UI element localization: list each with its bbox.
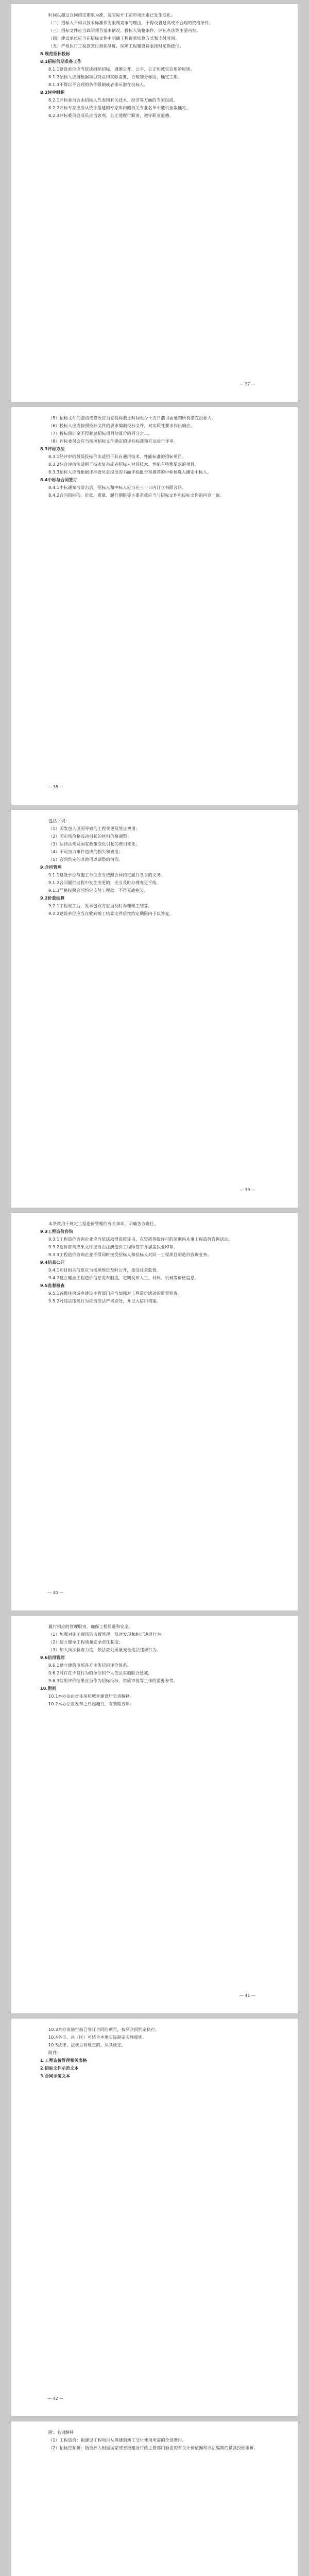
- paragraph: 8.1.1建设单位应当依法组织招标，遵循公开、公平、公正和诚实信用的原则。: [48, 67, 195, 72]
- paragraph: 9.3工程造价咨询: [40, 1229, 73, 1234]
- paragraph: 8.1.3不得以不合理的条件限制或者排斥潜在投标人。: [48, 82, 148, 87]
- page-number: — 42 —: [47, 2396, 64, 2401]
- paragraph: 10.2本办法自发布之日起施行，有效期五年。: [48, 1702, 134, 1706]
- paragraph: 8.规范招标投标: [40, 52, 71, 56]
- page-body: [40, 1623, 272, 1708]
- paragraph: 8.3.2综合评估法适用于技术复杂或者招标人对其技术、性能有特殊要求的项目。: [48, 462, 199, 467]
- page-body: [40, 2026, 272, 2080]
- paragraph: （8）评标委员会应当按照招标文件确定的评标标准和方法进行评审。: [48, 439, 178, 444]
- paragraph: 9.4信息公开: [40, 1260, 65, 1265]
- paragraph: 9.3.3工程造价咨询企业不得同时接受招标人和投标人对同一工程项目的造价咨询业务。: [48, 1252, 212, 1257]
- paragraph: 包括下列：: [48, 819, 70, 823]
- paragraph: 8.1.2招标人应当根据项目特点和实际需要，合理划分标段，确定工期。: [48, 75, 182, 79]
- paragraph: （2）因市场价格波动引起的材料价格调整；: [48, 834, 132, 839]
- paragraph: 履行相应的管理职责，确保工程质量和安全。: [48, 1624, 133, 1629]
- page-body: [40, 2429, 272, 2452]
- paragraph: 8.2.2评标专家应当从依法组建的专家库内的相关专业名单中随机抽取确定。: [48, 106, 191, 110]
- paragraph: （5）招标文件的澄清或修改应当在投标截止时间至少十五日前书面通知所有潜在投标人。: [48, 416, 216, 420]
- paragraph: 9.2.1工程竣工后，发承包双方应当及时办理竣工结算。: [48, 904, 152, 908]
- paragraph: 9.6.2对存在不良行为的单位和个人依法实施联合惩戒。: [48, 1671, 152, 1675]
- paragraph: （五）严格执行工程款支付担保制度，保障工程建设资金按时足额拨付。: [48, 44, 184, 48]
- paragraph: 附件：: [48, 2050, 61, 2055]
- paragraph: 8.3评标方法: [40, 447, 65, 451]
- paragraph: 9.3.2造价咨询成果文件应当由注册造价工程师签字并加盖执业印章。: [48, 1245, 178, 1249]
- paragraph: 10.4各市、县（区）可结合本地实际制定实施细则。: [48, 2035, 147, 2040]
- page-number: — 39 —: [239, 1188, 255, 1192]
- paragraph: （四）建设单位应当在招标文件中明确工程价款结算方式和支付时间。: [48, 36, 180, 41]
- paragraph: 10.附则: [40, 1686, 57, 1691]
- paragraph: 8.2.1评标委员会由招标人代表和有关技术、经济等方面的专家组成。: [48, 98, 178, 103]
- page-body: [40, 1220, 272, 1305]
- paragraph: 2.招标文件示范文本: [40, 2066, 79, 2071]
- paragraph: 9.1.2合同履行过程中发生变更的，应当及时办理变更手续。: [48, 880, 161, 885]
- paragraph: 9.4.2建立健全工程造价信息发布制度，定期发布人工、材料、机械等价格信息。: [48, 1276, 199, 1280]
- paragraph: 10.3本办法施行前已签订合同的项目，按原合同约定执行。: [48, 2027, 160, 2032]
- page-body: [40, 817, 272, 918]
- paragraph: 9.6.3信用评价结果应当作为招标投标、资质审批等工作的重要参考。: [48, 1679, 178, 1683]
- paragraph: 9.2价款结算: [40, 896, 65, 901]
- page-number: — 38 —: [47, 785, 64, 789]
- paragraph: 9.2.2建设单位应当在收到竣工结算文件后按约定期限内予以答复。: [48, 911, 174, 916]
- paragraph: （3）法律法规及国家政策变化引起的费用变化；: [48, 842, 140, 846]
- paragraph: 9.5.2对违法违规行为应当依法严肃查处，并记入信用档案。: [48, 1299, 161, 1303]
- paragraph: （5）合同约定的其他可以调整的情形。: [48, 857, 123, 862]
- paragraph: 9.3.1工程造价咨询企业应当依法取得资质证书，在资质等级许可的范围内从事工程造价咨询活动。: [48, 1237, 233, 1242]
- paragraph: 8.3.1经评审的最低投标价法适用于具有通用技术、性能标准的招标项目。: [48, 454, 186, 459]
- paragraph: （2）建立健全工程质量安全责任制度；: [48, 1640, 123, 1645]
- document-page: [11, 1616, 298, 2013]
- paragraph: （6）投标人应当按照招标文件的要求编制投标文件，对实质性要求作出响应。: [48, 423, 195, 428]
- paragraph: 8.2评审组织: [40, 90, 65, 95]
- paragraph: 8.4.1中标通知书发出后，招标人和中标人应当在三十日内订立书面合同。: [48, 485, 186, 490]
- document-page: [11, 4, 298, 402]
- paragraph: 10.5法律、法规另有规定的，从其规定。: [48, 2043, 126, 2047]
- page-number: — 37 —: [239, 382, 255, 386]
- paragraph: 9.1.3严格按照合同约定支付工程款，不得无故拖欠。: [48, 888, 148, 893]
- paragraph: 9.6.1建立建筑市场各方主体信用评价体系。: [48, 1663, 131, 1668]
- page-body: [40, 11, 272, 120]
- paragraph: 9.5.1各级住房城乡建设主管部门应当加强对工程造价活动的监督检查。: [48, 1291, 182, 1296]
- paragraph: 9.6信用管理: [40, 1655, 65, 1660]
- paragraph: 9.1.1建设单位与施工单位应当按照合同约定履行各自的义务。: [48, 873, 165, 877]
- document-viewer[interactable]: [11, 4, 298, 2576]
- paragraph: （1）因发包人原因导致的工程变更及签证费用；: [48, 826, 140, 831]
- paragraph: 本条款用于规定工程造价管理的有关事项，明确各方责任。: [48, 1222, 159, 1226]
- paragraph: （三）招标文件应当载明项目基本情况、投标人资格条件、评标办法等主要内容。: [48, 28, 201, 33]
- paragraph: 9.5监督检查: [40, 1283, 65, 1288]
- paragraph: 9.合同管理: [40, 865, 62, 870]
- paragraph: 8.4中标与合同签订: [40, 478, 78, 482]
- document-page: [11, 810, 298, 1208]
- paragraph: （3）加大执法检查力度，依法查处质量安全违法违规行为。: [48, 1648, 161, 1652]
- paragraph: 10.1本办法由省住房和城乡建设厅负责解释。: [48, 1694, 134, 1699]
- paragraph: 9.4.1项目相关信息应当按照规定及时公开，接受社会监督。: [48, 1268, 161, 1273]
- page-body: [40, 414, 272, 499]
- page-number: — 40 —: [47, 1590, 64, 1595]
- paragraph: （1）加强对施工现场的监督管理，及时发现和纠正违规行为；: [48, 1632, 165, 1637]
- document-page: [11, 2421, 298, 2576]
- paragraph: 8.2.3评标委员会成员应当客观、公正地履行职责，遵守职业道德。: [48, 113, 174, 118]
- paragraph: 附：名词解释: [48, 2430, 74, 2435]
- document-page: [11, 1213, 298, 1611]
- document-page: [11, 2019, 298, 2416]
- page-number: — 41 —: [239, 1993, 255, 1998]
- paragraph: （二）招标人不得以技术标准作为限制竞争的理由，不得设置过高或不合理的资格条件。: [48, 21, 213, 25]
- paragraph: 8.4.2合同的标的、价款、质量、履行期限等主要条款应当与招标文件和投标文件的内容一致。: [48, 493, 225, 498]
- paragraph: 1.工程造价管理相关表格: [40, 2058, 88, 2063]
- paragraph: （1）工程造价：指建设工程项目从筹建到竣工交付使用所需的全部费用。: [48, 2438, 186, 2443]
- paragraph: （7）投标保证金不得超过招标项目估算价的百分之二。: [48, 431, 153, 436]
- paragraph: （2）招标控制价：指招标人根据国家或省级建设行政主管部门颁发的有关计价依据和办法编制的最高投标限价。: [48, 2446, 259, 2450]
- paragraph: 时间以超过合同约定期限为准，或实际开工前市场因素已发生变化。: [48, 13, 175, 18]
- paragraph: 8.3.3招标人应当根据评标委员会提出的书面评标报告和推荐的中标候选人确定中标人。: [48, 470, 212, 474]
- paragraph: 3.合同示范文本: [40, 2074, 71, 2078]
- paragraph: 8.1招标前期准备工作: [40, 59, 82, 64]
- document-page: [11, 407, 298, 805]
- paragraph: （4）不可抗力事件造成的损失和费用；: [48, 850, 123, 854]
